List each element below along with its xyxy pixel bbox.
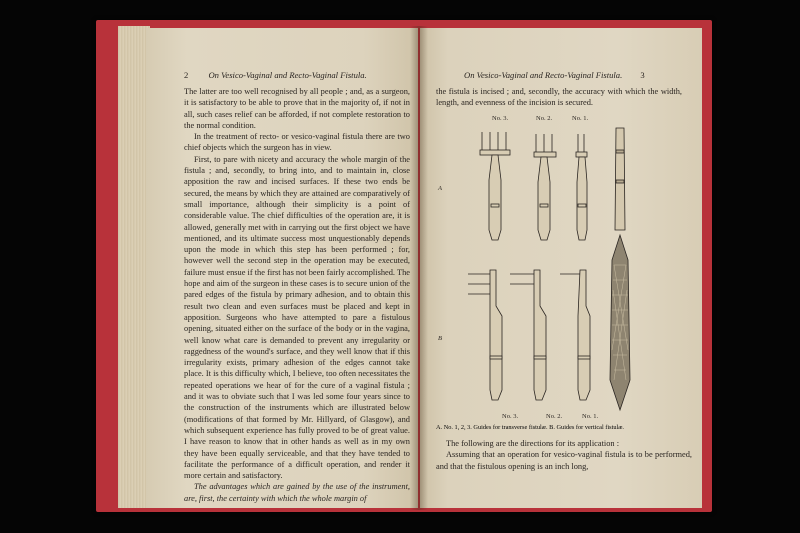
bottom-label-no2: No. 2. xyxy=(546,413,563,420)
figure-caption: A. No. 1, 2, 3. Guides for transverse fistulæ. B. Guides for vertical fistulæ. xyxy=(436,424,625,431)
left-paragraph: First, to pare with nicety and accuracy the whole margin of the fistula ; and, secondly, to bring into, and to maintain in, close apposition the raw and incised surfaces. If these two ends be secured, the means by which they are attained are comparatively of small importance, although their simplicity is a point of considerable value. The chief difficulties of the operation are, it is allowed, generally met with in carrying out the first object we have mentioned, and its ultimate success most unquestionably depends upon the mode in which this step has been performed ; for, however well the second step in the operation may be executed, failure must ensue if the first has not been fairly accomplished. The hope and aim of the surgeon in these cases is to secure union of the pared edges of the fistula by primary adhesion, and to obtain this result two clean and even surfaces must be placed and kept in apposition. Surgeons who have attempted to pare a fistulous opening, situated either on the surface of the body or in the vagina, well know what care is demanded to prevent any irregularity or raggedness of the wound's surface, and they well know that if this irregularity exists, primary adhesion of the edges cannot take place. It is this difficulty which, I believe, too often necessitates the repeated operations we hear of for the cure of a vaginal fistula ; and it was to obviate such that I was led some four years since to the construction of the instruments which are illustrated below (modifications of that formed by Mr. Hillyard, of Glasgow), and which subsequent experience has fully proved to be of great value. I have reason to know that in other hands as well as in my own they have been equally serviceable, and that they have tended to facilitate the performance of a difficult operation, and render it more certain and satisfactory. xyxy=(184,154,410,481)
right-running-head xyxy=(464,70,645,80)
left-body-text xyxy=(184,86,410,504)
row-label-b: B xyxy=(438,335,442,342)
left-paragraph: The advantages which are gained by the use of the instrument, are, first, the certainty with which the whole margin of xyxy=(184,482,410,503)
top-label-no1: No. 1. xyxy=(572,115,589,122)
guide-a-no3 xyxy=(480,132,510,240)
right-top-text xyxy=(436,86,682,109)
left-running-title: On Vesico-Vaginal and Recto-Vaginal Fistula. xyxy=(208,70,367,80)
bottom-label-no1: No. 1. xyxy=(582,413,599,420)
right-page-number: 3 xyxy=(640,70,645,80)
right-paragraph: the fistula is incised ; and, secondly, the accuracy with which the width, length, and evenness of the incision is secured. xyxy=(436,87,682,108)
guide-b-no3 xyxy=(468,270,502,400)
book-gutter xyxy=(410,26,428,510)
bottom-label-no3: No. 3. xyxy=(502,413,519,420)
guide-b-no2 xyxy=(510,270,546,400)
left-paragraph: The latter are too well recognised by all people ; and, as a surgeon, it is satisfactory to be able to prove that in the majority of, if not in all, such cases relief can be afforded, if not complete restoration to the normal condition. xyxy=(184,87,410,130)
left-page-number: 2 xyxy=(184,70,189,80)
knife-instrument xyxy=(610,128,630,410)
row-label-a: A xyxy=(438,185,442,192)
instrument-figure xyxy=(432,110,692,435)
guide-b-no1 xyxy=(560,270,590,400)
right-bottom-text xyxy=(436,438,692,472)
guide-a-no2 xyxy=(534,134,556,240)
right-paragraph: Assuming that an operation for vesico-vaginal fistula is to be performed, and that the fistulous opening is an inch long, xyxy=(436,450,692,471)
left-page xyxy=(146,28,418,508)
right-paragraph: The following are the directions for its application : xyxy=(446,439,620,448)
guide-a-no1 xyxy=(576,134,587,240)
top-label-no3: No. 3. xyxy=(492,115,509,122)
top-label-no2: No. 2. xyxy=(536,115,553,122)
right-running-title: On Vesico-Vaginal and Recto-Vaginal Fistula. xyxy=(464,70,623,80)
left-running-head xyxy=(184,70,367,80)
left-paragraph: In the treatment of recto- or vesico-vaginal fistula there are two chief objects which the surgeon has in view. xyxy=(184,132,410,153)
